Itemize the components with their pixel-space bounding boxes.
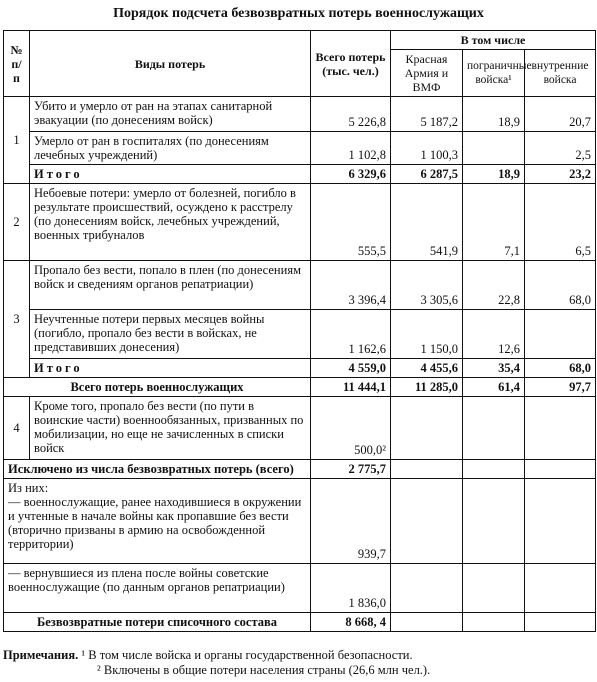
cell-empty bbox=[463, 479, 525, 564]
cell-total: 1 836,0 bbox=[311, 564, 391, 613]
losses-table bbox=[3, 30, 596, 632]
header-army: Красная Армия и ВМФ bbox=[391, 50, 463, 97]
subtotal-row bbox=[4, 359, 596, 378]
cell-total: 500,0² bbox=[311, 397, 391, 460]
row-text: Небоевые потери: умерло от болезней, погибло в результате происшествий, осуждено к расстрелу (по донесениям войск, лечебных учреждений, военных трибуналов bbox=[30, 184, 311, 261]
row-text: Итого bbox=[30, 165, 311, 184]
cell-total: 8 668, 4 bbox=[311, 613, 391, 632]
cell-border: 35,4 bbox=[463, 359, 525, 378]
cell-internal bbox=[525, 310, 596, 359]
row-number: 3 bbox=[4, 261, 30, 378]
header-row bbox=[4, 31, 596, 50]
of-which-item-2: — вернувшиеся из плена после войны советские военнослужащие (по данным органов репатриации) bbox=[4, 564, 311, 613]
cell-total: 4 559,0 bbox=[311, 359, 391, 378]
cell-internal: 68,0 bbox=[525, 261, 596, 310]
note-line-1 bbox=[3, 648, 595, 663]
cell-internal: 6,5 bbox=[525, 184, 596, 261]
table-row bbox=[4, 564, 596, 613]
cell-army: 541,9 bbox=[391, 184, 463, 261]
cell-total: 555,5 bbox=[311, 184, 391, 261]
table-row bbox=[4, 479, 596, 564]
header-including: В том числе bbox=[391, 31, 596, 50]
table-row bbox=[4, 261, 596, 310]
cell-border: 12,6 bbox=[463, 310, 525, 359]
header-kind: Виды потерь bbox=[30, 31, 311, 97]
cell-total: 2 775,7 bbox=[311, 460, 391, 479]
cell-total: 6 329,6 bbox=[311, 165, 391, 184]
table-row bbox=[4, 397, 596, 460]
row-text bbox=[4, 479, 311, 564]
row-text: Исключено из числа безвозвратных потерь (всего) bbox=[4, 460, 311, 479]
cell-total: 939,7 bbox=[311, 479, 391, 564]
table-row bbox=[4, 184, 596, 261]
notes bbox=[3, 648, 595, 678]
cell-empty bbox=[391, 564, 463, 613]
row-text: Убито и умерло от ран на этапах санитарной эвакуации (по донесениям войск) bbox=[30, 97, 311, 132]
cell-army: 1 150,0 bbox=[391, 310, 463, 359]
cell-empty bbox=[391, 460, 463, 479]
header-total: Всего потерь (тыс. чел.) bbox=[311, 31, 391, 97]
row-text: Умерло от ран в госпиталях (по донесениям лечебных учреждений) bbox=[30, 132, 311, 165]
cell-army: 3 305,6 bbox=[391, 261, 463, 310]
row-text: Безвозвратные потери списочного состава bbox=[4, 613, 311, 632]
cell-internal: 2,5 bbox=[525, 132, 596, 165]
row-text: Пропало без вести, попало в плен (по донесениям войск и сведениям органов репатриации) bbox=[30, 261, 311, 310]
cell-empty bbox=[525, 613, 596, 632]
notes-label: Примечания. bbox=[3, 648, 79, 662]
cell-total: 11 444,1 bbox=[311, 378, 391, 397]
cell-empty bbox=[463, 564, 525, 613]
cell-border bbox=[463, 132, 525, 165]
note-1: ¹ В том числе войска и органы государственной безопасности. bbox=[81, 648, 413, 662]
row-text: Итого bbox=[30, 359, 311, 378]
row-text: Кроме того, пропало без вести (по пути в воинские части) военнообязанных, призванных по мобилизации, но еще не зачисленных в списки войск bbox=[30, 397, 311, 460]
of-which-label: Из них: bbox=[8, 481, 49, 495]
cell-army: 4 455,6 bbox=[391, 359, 463, 378]
cell-total: 5 226,8 bbox=[311, 97, 391, 132]
cell-empty bbox=[463, 613, 525, 632]
subtotal-row bbox=[4, 165, 596, 184]
cell-total: 3 396,4 bbox=[311, 261, 391, 310]
cell-border: 7,1 bbox=[463, 184, 525, 261]
cell-army: 5 187,2 bbox=[391, 97, 463, 132]
table-row bbox=[4, 132, 596, 165]
cell-internal: 23,2 bbox=[525, 165, 596, 184]
header-border: пограничные войска¹ bbox=[463, 50, 525, 97]
grand-total-row bbox=[4, 378, 596, 397]
cell-internal: 97,7 bbox=[525, 378, 596, 397]
cell-empty bbox=[525, 460, 596, 479]
cell-total: 1 162,6 bbox=[311, 310, 391, 359]
cell-empty bbox=[525, 479, 596, 564]
excluded-row bbox=[4, 460, 596, 479]
cell-border: 22,8 bbox=[463, 261, 525, 310]
row-number: 4 bbox=[4, 397, 30, 460]
table-row bbox=[4, 310, 596, 359]
of-which-item-1: — военнослужащие, ранее находившиеся в окружении и учтенные в начале войны как пропавшие без вести (вторично призваны в армию на освобожденной территории) bbox=[8, 495, 302, 551]
table-row bbox=[4, 97, 596, 132]
cell-empty bbox=[391, 613, 463, 632]
row-number: 1 bbox=[4, 97, 30, 184]
cell-border: 61,4 bbox=[463, 378, 525, 397]
cell-army: 6 287,5 bbox=[391, 165, 463, 184]
row-number: 2 bbox=[4, 184, 30, 261]
header-num: № п/п bbox=[4, 31, 30, 97]
note-2: ² Включены в общие потери населения страны (26,6 млн чел.). bbox=[97, 663, 431, 677]
header-internal: внутренние войска bbox=[525, 50, 596, 97]
cell-internal: 68,0 bbox=[525, 359, 596, 378]
cell-army: 11 285,0 bbox=[391, 378, 463, 397]
cell-empty bbox=[525, 564, 596, 613]
cell-empty bbox=[525, 397, 596, 460]
cell-army: 1 100,3 bbox=[391, 132, 463, 165]
cell-empty bbox=[391, 397, 463, 460]
row-text: Неучтенные потери первых месяцев войны (погибло, пропало без вести в войсках, не представивших донесения) bbox=[30, 310, 311, 359]
cell-border: 18,9 bbox=[463, 165, 525, 184]
row-text: Всего потерь военнослужащих bbox=[4, 378, 311, 397]
document-title: Порядок подсчета безвозвратных потерь военнослужащих bbox=[113, 6, 484, 21]
cell-internal: 20,7 bbox=[525, 97, 596, 132]
cell-border: 18,9 bbox=[463, 97, 525, 132]
cell-empty bbox=[463, 397, 525, 460]
cell-empty bbox=[463, 460, 525, 479]
final-row bbox=[4, 613, 596, 632]
cell-total: 1 102,8 bbox=[311, 132, 391, 165]
cell-empty bbox=[391, 479, 463, 564]
